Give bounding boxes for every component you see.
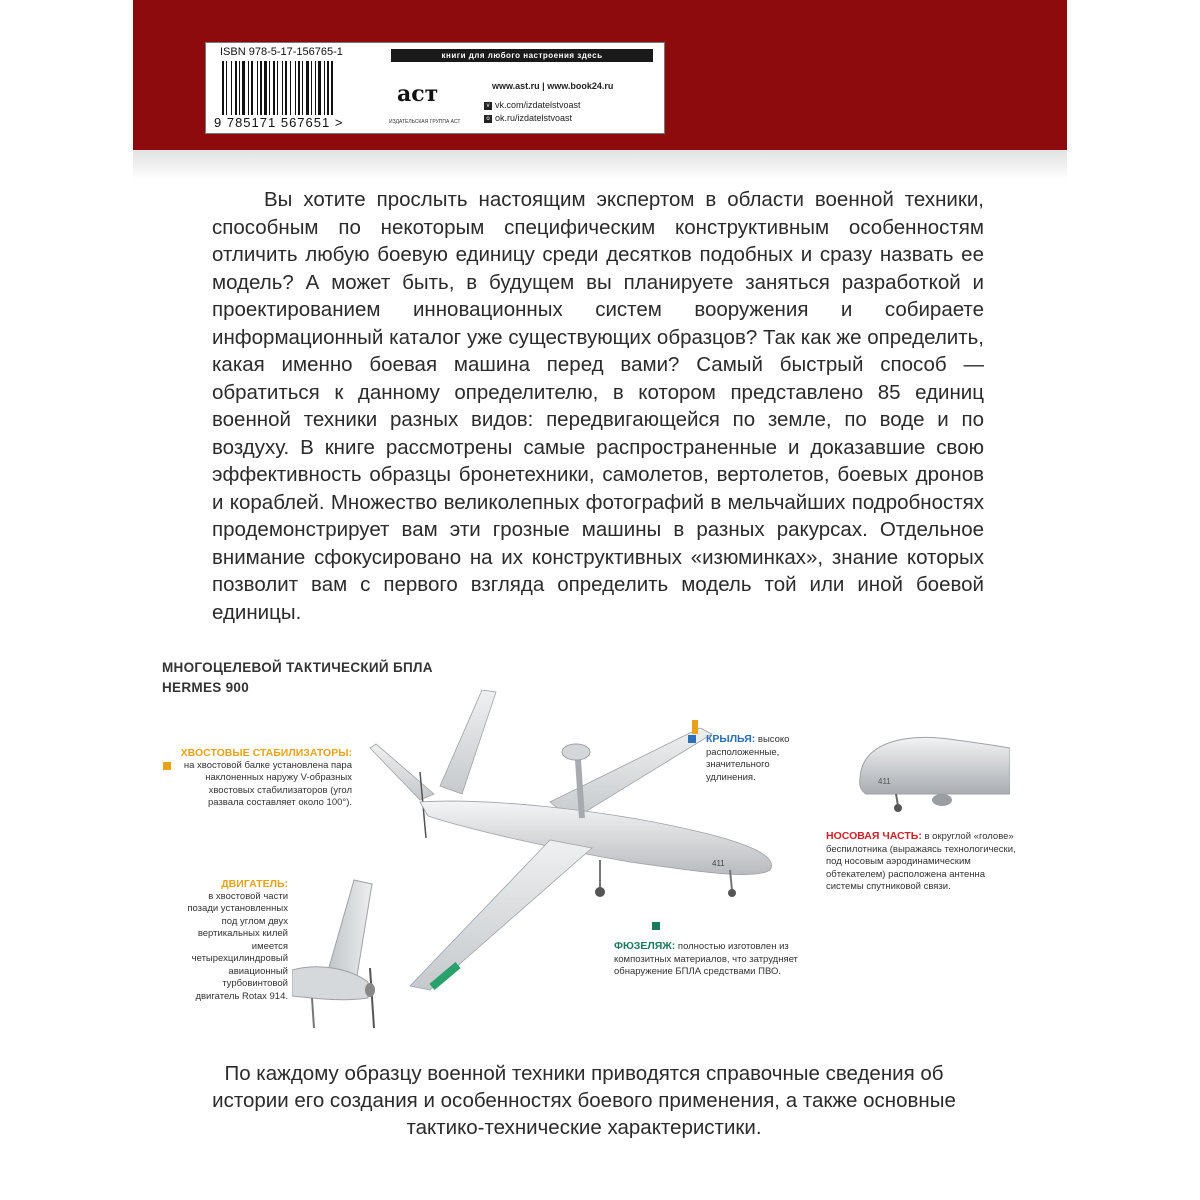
wings-marker bbox=[688, 735, 696, 743]
callout-wings-body: высоко расположенные, значительного удлинения. bbox=[706, 734, 790, 783]
barcode-digits: 9 785171 567651 > bbox=[214, 115, 344, 130]
diagram-title-line2: HERMES 900 bbox=[162, 680, 250, 695]
isbn-panel bbox=[205, 42, 665, 134]
social-vk-text: vk.com/izdatelstvoast bbox=[495, 100, 581, 110]
nose-inset bbox=[826, 718, 1010, 814]
publisher-slogan: книги для любого настроения здесь bbox=[391, 49, 653, 62]
diagram-title-line1: МНОГОЦЕЛЕВОЙ ТАКТИЧЕСКИЙ БПЛА bbox=[162, 660, 433, 675]
ok-icon: o bbox=[484, 115, 492, 123]
vk-icon: v bbox=[484, 102, 492, 110]
callout-tail-body: на хвостовой балке установлена пара наклоненных наружу V-образных хвостовых стабилизаторов (угол развала составляет около 100°). bbox=[183, 759, 352, 808]
social-vk bbox=[484, 100, 581, 110]
callout-tail-head: ХВОСТОВЫЕ СТАБИЛИЗАТОРЫ: bbox=[180, 747, 352, 759]
tail-marker bbox=[163, 762, 171, 770]
callout-tail bbox=[176, 747, 352, 810]
callout-fuselage bbox=[614, 940, 810, 979]
callout-fuselage-body: полностью изготовлен из композитных материалов, что затрудняет обнаружение БПЛА средствами ПВО. bbox=[614, 941, 798, 977]
band-shadow bbox=[133, 150, 1067, 180]
callout-nose-head: НОСОВАЯ ЧАСТЬ: bbox=[826, 830, 922, 842]
social-ok-text: ok.ru/izdatelstvoast bbox=[495, 113, 573, 123]
fuselage-marker bbox=[652, 922, 660, 930]
closing-paragraph bbox=[212, 1060, 956, 1141]
websites: www.ast.ru | www.book24.ru bbox=[492, 81, 614, 91]
ast-logo: аст bbox=[397, 81, 439, 107]
barcode bbox=[220, 61, 378, 115]
ast-logo-subtitle: ИЗДАТЕЛЬСКАЯ ГРУППА АСТ bbox=[389, 119, 461, 125]
callout-nose bbox=[826, 830, 1020, 894]
drone-number: 411 bbox=[712, 859, 725, 868]
engine-inset bbox=[292, 878, 384, 1030]
intro-text: Вы хотите прослыть настоящим экспертом в области военной техники, способным по некоторым специфическим конструктивным особенностям отличить любую боевую единицу среди десятков подобных и сразу назвать ее модель? А может быть, в будущем вы планируете заняться разработкой и проектированием инновационных систем вооружения и собираете информационный каталог уже существующих образцов? Так как же определить, какая именно боевая машина перед вами? Самый быстрый способ — обратиться к данному определителю, в котором представлено 85 единиц военной техники разных видов: передвигающейся по земле, по воде и по воздуху. В книге рассмотрены самые распространенные и доказавшие свою эффективность образцы бронетехники, самолетов, вертолетов, боевых дронов и кораблей. Множество великолепных фотографий в мельчайших подробностях продемонстрирует вам эти грозные машины в разных ракурсах. Отдельное внимание сфокусировано на их конструктивных «изюминках», знание которых позволит вам с первого взгляда определить модель той или иной боевой единицы. bbox=[212, 188, 984, 624]
callout-nose-body: в округлой «голове» беспилотника (выражаясь технологически, под носовым аэродинамическим обтекателем) расположена антенна системы спутниковой связи. bbox=[826, 831, 1016, 892]
callout-engine-body: в хвостовой части позади установленных под углом двух вертикальных килей имеется четырехцилиндровый авиационный турбовинтовой двигатель Rotax 914. bbox=[187, 890, 288, 1002]
closing-text: По каждому образцу военной техники приводятся справочные сведения об истории его создания и особенностях боевого применения, а также основные тактико-технические характеристики. bbox=[212, 1062, 956, 1139]
callout-engine-head: ДВИГАТЕЛЬ: bbox=[221, 878, 288, 890]
intro-paragraph bbox=[212, 186, 984, 626]
callout-fuselage-head: ФЮЗЕЛЯЖ: bbox=[614, 940, 676, 952]
callout-wings-head: КРЫЛЬЯ: bbox=[706, 733, 756, 745]
callout-wings bbox=[706, 733, 810, 784]
callout-engine bbox=[176, 878, 288, 1003]
isbn-label: ISBN 978-5-17-156765-1 bbox=[220, 46, 343, 58]
social-ok bbox=[484, 113, 572, 123]
nose-number: 411 bbox=[878, 777, 891, 786]
